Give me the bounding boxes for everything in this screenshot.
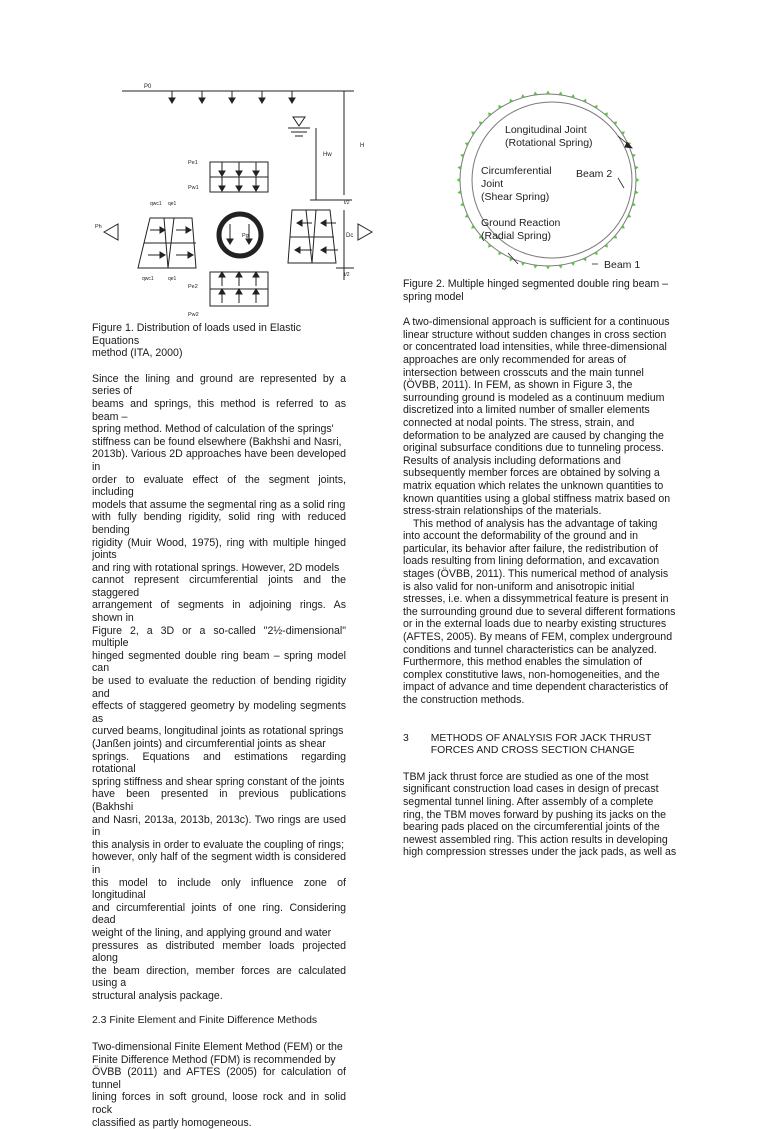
- text-line: Finite Difference Method (FDM) is recommended by: [92, 1053, 336, 1066]
- label-qwc1: qwc1: [150, 201, 162, 207]
- tunnel-ring: [219, 214, 261, 256]
- text-line: classified as partly homogeneous.: [92, 1116, 252, 1129]
- text-line: conditions and tunnel characteristics can be analyzed.: [403, 643, 657, 656]
- text-line: however, only half of the segment width is considered in: [92, 851, 346, 876]
- text-line: A two-dimensional approach is sufficient for a continuous: [403, 316, 670, 329]
- text-line: have been presented in previous publications (Bakhshi: [92, 788, 346, 813]
- text-line: into account the deformability of the ground and in: [403, 530, 638, 543]
- label-circumferential-2: Joint: [481, 178, 504, 190]
- text-line: pressures as distributed member loads projected along: [92, 939, 346, 965]
- right-lateral-load: [288, 210, 338, 263]
- section-title-line: METHODS OF ANALYSIS FOR JACK THRUST: [430, 732, 652, 744]
- right-column: [403, 278, 697, 859]
- text-line: stages (ÖVBB, 2011). This numerical method of analysis: [403, 568, 669, 581]
- label-qe2: qe1: [168, 276, 177, 282]
- left-column: [92, 322, 346, 1129]
- text-line: deformation to be analyzed are caused by changing the: [403, 429, 664, 442]
- text-line: is also valid for non-uniform and anisotropic initial: [403, 580, 635, 593]
- figure-1-diagram: [92, 80, 382, 320]
- text-line: springs. Equations and estimations regarding rotational: [92, 750, 346, 776]
- caption-line: method (ITA, 2000): [92, 347, 183, 360]
- text-line: lining forces in soft ground, loose rock and in solid rock: [92, 1091, 346, 1117]
- text-line: Since the lining and ground are represented by a series of: [92, 372, 346, 398]
- figure-1-caption: [92, 322, 346, 360]
- text-line: effects of staggered geometry by modeling segments as: [92, 700, 346, 725]
- spring-marker: [533, 91, 537, 95]
- text-line: high compression stresses under the jack pads, as well as: [403, 846, 677, 859]
- text-line: order to evaluate effect of the segment joints, including: [92, 473, 346, 499]
- text-line: or in the external loads due to nearby existing structures: [403, 618, 667, 631]
- spring-marker: [533, 265, 537, 269]
- spring-marker: [457, 190, 461, 194]
- spring-marker: [457, 166, 461, 170]
- figure-1: [92, 80, 382, 320]
- text-line: stress-strain relationships of the materials.: [403, 505, 602, 518]
- text-line: and Nasri, 2013a, 2013b, 2013c). Two rings are used in: [92, 813, 346, 839]
- text-line: hinged segmented double ring beam – spring model can: [92, 649, 346, 675]
- text-line: TBM jack thrust force are studied as one of the most: [403, 770, 649, 783]
- text-line: spring stiffness and shear spring constant of the joints: [92, 775, 345, 788]
- left-support-icon: [104, 224, 118, 240]
- text-line: 2013b). Various 2D approaches have been developed in: [92, 448, 346, 473]
- label-pe2: Pe2: [188, 284, 198, 290]
- water-table-icon: [288, 117, 310, 136]
- label-pg: Pg: [242, 233, 249, 239]
- text-line: stresses, i.e. when a dissymmetrical feature is present in: [403, 593, 669, 606]
- left-lateral-load: [138, 218, 196, 268]
- text-line: linear structure without sudden changes in cross section: [403, 328, 667, 341]
- label-p0: P0: [144, 84, 152, 90]
- text-line: stiffness can be found elsewhere (Bakhshi and Nasri,: [92, 435, 342, 448]
- text-line: surrounding ground is modeled as a continuum medium: [403, 391, 665, 404]
- label-circumferential-3: (Shear Spring): [481, 191, 550, 203]
- text-line: ring, the TBM moves forward by pushing its jacks on the: [403, 808, 667, 821]
- spring-marker: [635, 190, 639, 194]
- spring-marker: [635, 166, 639, 170]
- text-line: models that assume the segmental ring as a solid ring: [92, 498, 346, 511]
- label-beam-2: Beam 2: [576, 168, 613, 180]
- text-line: weight of the lining, and applying ground and water: [92, 926, 332, 939]
- bottom-load-arrows: [219, 272, 259, 303]
- spring-marker: [457, 178, 461, 182]
- paragraph-beam-spring: [92, 373, 346, 1003]
- text-line: connected at nodal points. The stress, strain, and: [403, 416, 635, 429]
- paragraph-2d-approach: [403, 316, 697, 518]
- text-line: original subsurface conditions due to tunneling process.: [403, 442, 664, 455]
- text-line: be used to evaluate the reduction of bending rigidity and: [92, 675, 346, 700]
- spring-marker: [558, 265, 562, 269]
- caption-line: Figure 1. Distribution of loads used in Elastic Equations: [92, 322, 302, 347]
- text-line: (ÖVBB, 2011). In FEM, as shown in Figure 3, the: [403, 379, 633, 392]
- text-line: the surrounding ground due to several different formations: [403, 605, 676, 618]
- label-ground-1: Ground Reaction: [481, 217, 561, 229]
- text-line: segmental tunnel lining. After assembly of a complete: [403, 795, 654, 808]
- text-line: Two-dimensional Finite Element Method (FEM) or the: [92, 1041, 343, 1054]
- section-heading-2-3: 2.3 Finite Element and Finite Difference Methods: [92, 1015, 318, 1027]
- text-line: and circumferential joints of one ring. Considering dead: [92, 901, 346, 927]
- text-line: (Janßen joints) and circumferential joints as shear: [92, 738, 326, 750]
- label-qwc2: qwc1: [142, 276, 154, 282]
- label-h: H: [360, 143, 365, 149]
- caption-line: spring model: [403, 290, 464, 303]
- spring-marker: [546, 91, 550, 95]
- text-line: this model to include only influence zone of longitudinal: [92, 876, 346, 902]
- surface-load-arrows: [169, 91, 295, 103]
- text-line: ÖVBB (2011) and AFTES (2005) for calculation of tunnel: [92, 1066, 346, 1091]
- section-title: [431, 733, 652, 758]
- text-line: the construction methods.: [403, 694, 525, 706]
- text-line: the beam direction, member forces are calculated using a: [92, 964, 346, 990]
- text-line: arrangement of segments in adjoining rings. As shown in: [92, 599, 346, 625]
- text-line: Results of analysis including deformations and: [403, 454, 621, 467]
- spring-marker: [636, 178, 640, 182]
- text-line: beams and springs, this method is referred to as beam –: [92, 397, 346, 423]
- text-line: complex constitutive laws, non-homogeneities, and the: [403, 668, 660, 681]
- text-line: rigidity (Muir Wood, 1975), ring with multiple hinged joints: [92, 536, 346, 562]
- text-line: impact of advance and time dependent characteristics of: [403, 681, 668, 694]
- text-line: known quantities using a global stiffness matrix based on: [403, 492, 671, 505]
- spring-marker: [546, 266, 550, 270]
- text-line: significant construction load cases in design of precast: [403, 783, 659, 796]
- text-line: structural analysis package.: [92, 989, 223, 1002]
- label-pw1: Pw1: [188, 185, 199, 191]
- text-line: or concentrated load intensities, while three-dimensional: [403, 341, 667, 354]
- text-line: (AFTES, 2005). By means of FEM, complex underground: [403, 631, 673, 644]
- label-circumferential-1: Circumferential: [481, 165, 552, 177]
- label-ground-2: (Radial Spring): [481, 230, 552, 242]
- figure-2-diagram: [448, 88, 658, 278]
- section-heading-3: [403, 733, 697, 758]
- label-ph-left: Ph: [95, 224, 102, 230]
- text-line: and ring with rotational springs. However, 2D models: [92, 561, 340, 574]
- text-line: This method of analysis has the advantage of taking: [413, 517, 658, 530]
- text-line: discretized into a limited number of smaller elements: [403, 404, 650, 417]
- text-line: spring method. Method of calculation of the springs': [92, 423, 334, 436]
- text-line: approaches are only recommended for areas of: [403, 353, 627, 366]
- section-number: 3: [403, 732, 409, 744]
- figure-2: [448, 88, 658, 278]
- text-line: Figure 2, a 3D or a so-called "2½-dimensional" multiple: [92, 624, 346, 650]
- section-title-line: FORCES AND CROSS SECTION CHANGE: [430, 745, 635, 757]
- text-line: loads resulting from lining deformation, and excavation: [403, 555, 660, 568]
- spring-marker: [558, 91, 562, 95]
- text-line: cannot represent circumferential joints and the staggered: [92, 574, 346, 599]
- text-line: with fully bending rigidity, solid ring with reduced bending: [92, 511, 346, 536]
- text-line: bearing pads placed on the circumferential joints of the: [403, 821, 660, 834]
- label-hw: Hw: [323, 152, 332, 158]
- text-line: matrix equation which relates the unknown quantities to: [403, 479, 664, 492]
- label-qe1: qe1: [168, 201, 177, 207]
- figure-2-caption: [403, 278, 697, 303]
- text-line: newest assembled ring. This action results in developing: [403, 833, 668, 846]
- text-line: intersection between crosscuts and the main tunnel: [403, 366, 644, 379]
- label-t2-bot: t/2: [344, 272, 350, 278]
- label-pe1: Pe1: [188, 160, 198, 166]
- text-line: this analysis in order to evaluate the coupling of rings;: [92, 838, 345, 851]
- text-line: curved beams, longitudinal joints as rotational springs: [92, 725, 344, 738]
- label-pw2: Pw2: [188, 312, 199, 318]
- label-t2-top: t/2: [344, 200, 350, 206]
- paragraph-tbm-jack: [403, 771, 697, 859]
- text-line: subsequently member forces are obtained by solving a: [403, 467, 660, 480]
- paragraph-fem-advantages: [403, 518, 697, 707]
- right-support-icon: [358, 224, 372, 240]
- label-beam-1: Beam 1: [604, 259, 641, 271]
- text-line: Furthermore, this method enables the simulation of: [403, 656, 643, 669]
- caption-line: Figure 2. Multiple hinged segmented double ring beam –: [403, 278, 669, 290]
- label-dc: Dc: [346, 233, 354, 239]
- paragraph-fem-fdm: [92, 1041, 346, 1129]
- label-longitudinal-1: Longitudinal Joint: [505, 124, 587, 136]
- text-line: particular, its behavior after failure, the redistribution of: [403, 542, 658, 555]
- label-longitudinal-2: (Rotational Spring): [505, 137, 593, 149]
